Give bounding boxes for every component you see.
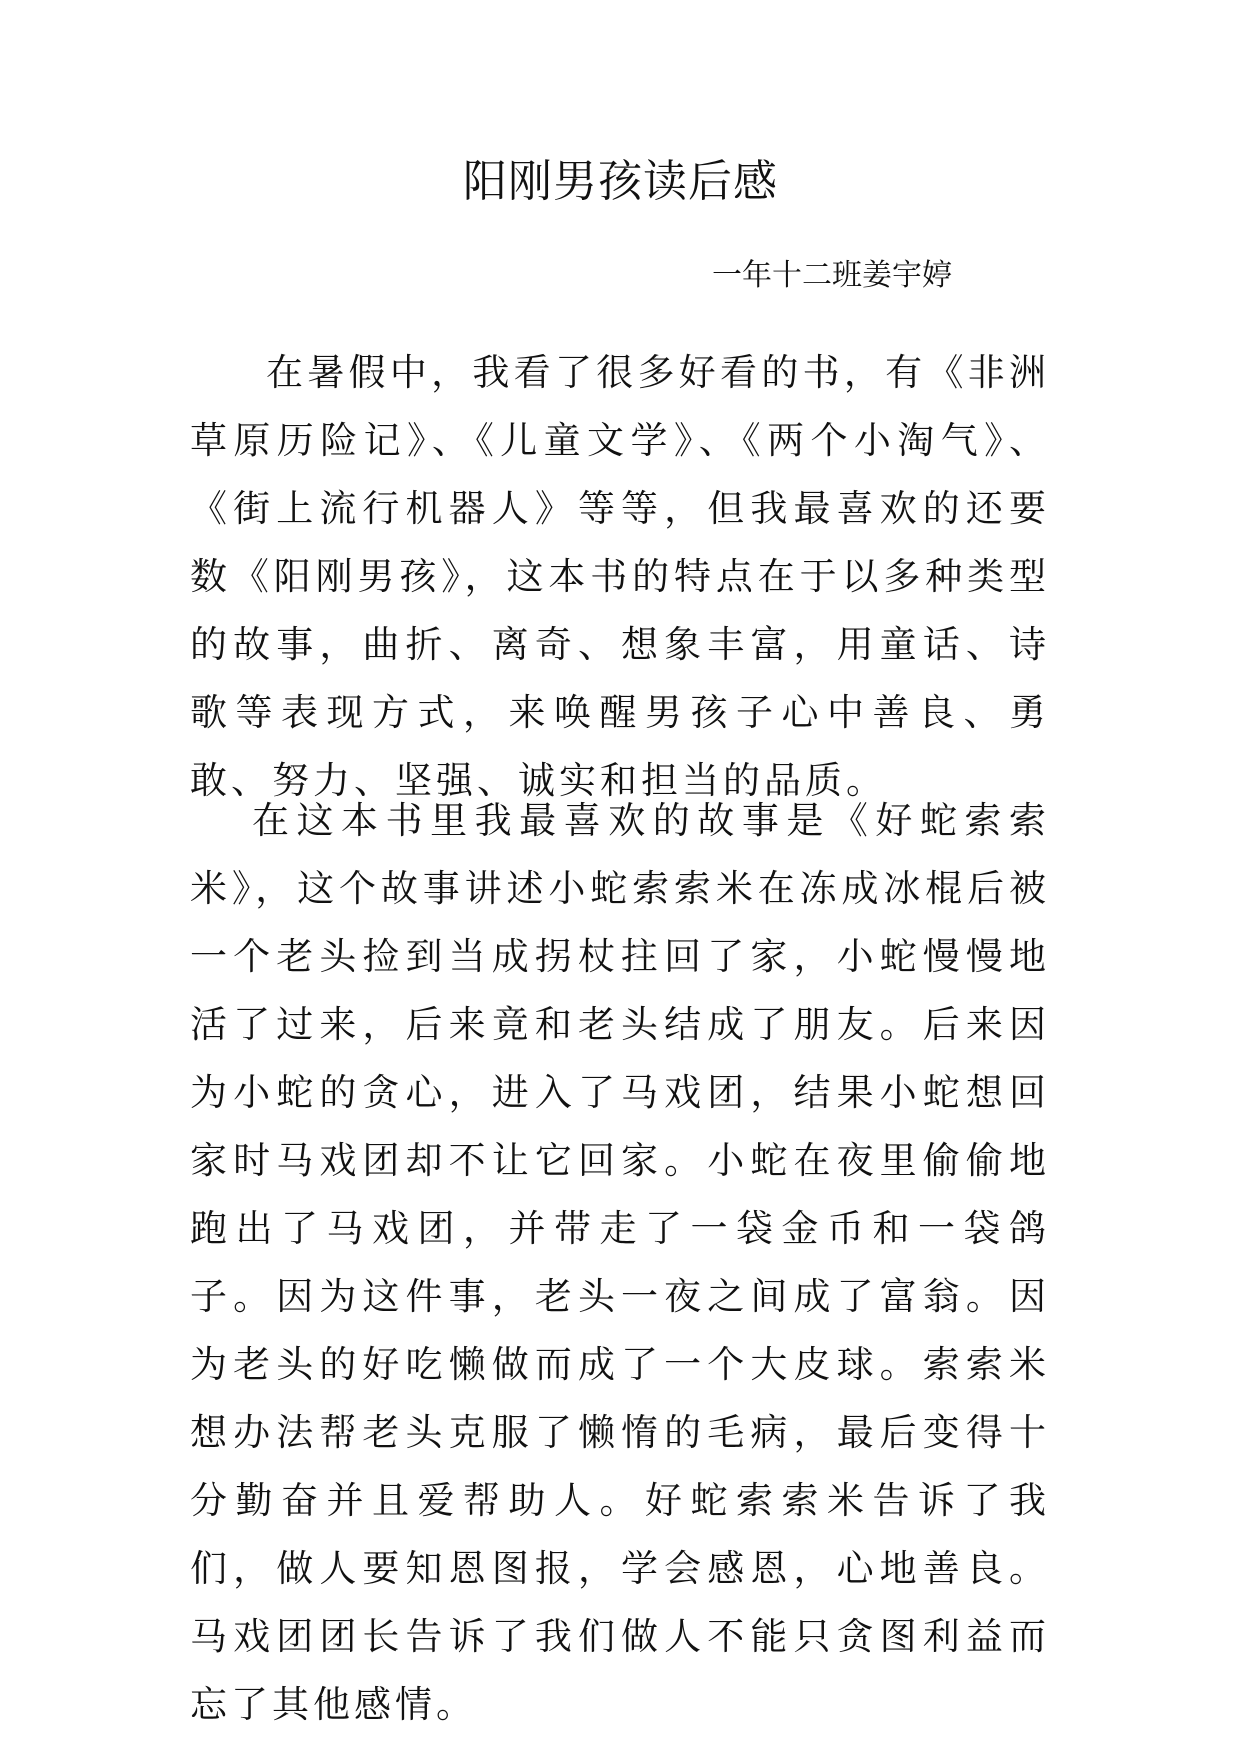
document-title: 阳刚男孩读后感 bbox=[463, 156, 778, 207]
body-paragraph-1: 在暑假中，我看了很多好看的书，有《非洲草原历险记》、《儿童文学》、《两个小淘气》、《街上流行机器人》等等，但我最喜欢的还要数《阳刚男孩》，这本书的特点在于以多种类型的故事，曲折、离奇、想象丰富，用童话、诗歌等表现方式，来唤醒男孩子心中善良、勇敢、努力、坚强、诚实和担当的品质。 bbox=[190, 351, 1050, 802]
author-line: 一年十二班姜宇婷 bbox=[712, 258, 952, 293]
body-paragraph-2: 在这本书里我最喜欢的故事是《好蛇索索米》，这个故事讲述小蛇索索米在冻成冰棍后被一个老头捡到当成拐杖拄回了家，小蛇慢慢地活了过来，后来竟和老头结成了朋友。后来因为小蛇的贪心，进入了马戏团，结果小蛇想回家时马戏团却不让它回家。小蛇在夜里偷偷地跑出了马戏团，并带走了一袋金币和一袋鸽子。因为这件事，老头一夜之间成了富翁。因为老头的好吃懒做而成了一个大皮球。索索米想办法帮老头克服了懒惰的毛病，最后变得十分勤奋并且爱帮助人。好蛇索索米告诉了我们，做人要知恩图报，学会感恩，心地善良。马戏团团长告诉了我们做人不能只贪图利益而忘了其他感情。 bbox=[190, 799, 1050, 1726]
